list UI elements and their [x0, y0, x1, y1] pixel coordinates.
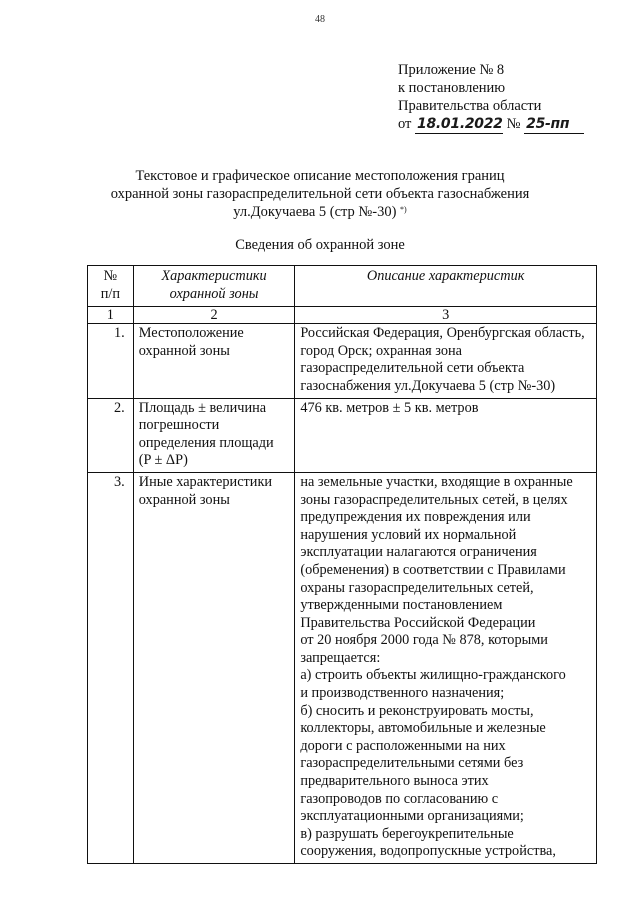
description-line: а) строить объекты жилищно-гражданского: [300, 667, 566, 684]
appendix-block: [398, 61, 584, 134]
description-line: газопроводов по согласованию с: [300, 790, 499, 807]
description-line: эксплуатации налагаются ограничения: [300, 544, 537, 561]
document-title: [60, 167, 580, 221]
description-line: от 20 ноября 2000 года № 878, которыми: [300, 632, 548, 649]
description-line: предупреждения их повреждения или: [300, 509, 531, 526]
description-line: сооружения, водопропускные устройства,: [300, 843, 556, 860]
title-line-1: Текстовое и графическое описание местоположения границ: [135, 168, 505, 184]
header-num-text: № п/п: [100, 268, 121, 302]
from-label: от: [398, 116, 412, 132]
index-cell-2: 2: [133, 307, 295, 324]
description-line: и производственного назначения;: [300, 685, 505, 702]
header-description: Описание характеристик: [295, 266, 597, 307]
description-line: эксплуатационными организациями;: [300, 808, 524, 825]
table-header-row: [88, 266, 597, 307]
row-description: Российская Федерация, Оренбургская область, город Орск; охранная зона газораспределительной сети объекта газоснабжения ул.Докучаева 5 (стр №-30): [295, 324, 597, 398]
row-characteristic: Площадь ± величина погрешности определения площади (P ± ΔP): [133, 398, 295, 472]
description-line: дороги с расположенными на них: [300, 737, 506, 754]
row-description: 476 кв. метров ± 5 кв. метров: [295, 398, 597, 472]
row-characteristic: Местоположение охранной зоны: [133, 324, 295, 398]
index-cell-3: 3: [295, 307, 597, 324]
description-line: газораспределительными сетями без: [300, 755, 524, 772]
description-line: зоны газораспределительных сетей, в целях: [300, 491, 568, 508]
description-line: б) сносить и реконструировать мосты,: [300, 702, 534, 719]
row-num: 1.: [88, 324, 134, 398]
description-line: запрещается:: [300, 649, 381, 666]
title-line-3-text: ул.Докучаева 5 (стр №-30): [233, 204, 397, 220]
description-line: в) разрушать берегоукрепительные: [300, 825, 514, 842]
index-cell-1: 1: [88, 307, 134, 324]
table-row: [88, 472, 597, 863]
footnote-mark: *): [400, 205, 407, 214]
description-line: охраны газораспределительных сетей,: [300, 579, 534, 596]
description-line: нарушения условий их нормальной: [300, 526, 517, 543]
appendix-line-1: Приложение № 8: [398, 62, 505, 78]
description-line: коллекторы, автомобильные и железные: [300, 720, 546, 737]
table-row: [88, 324, 597, 398]
description-line: утвержденными постановлением: [300, 597, 503, 614]
row-description-long: [295, 472, 597, 863]
title-line-2: охранной зоны газораспределительной сети объекта газоснабжения: [110, 186, 530, 202]
zone-info-table: [87, 265, 597, 864]
row-num: 2.: [88, 398, 134, 472]
appendix-line-3: Правительства области: [398, 98, 542, 114]
description-line: на земельные участки, входящие в охранные: [300, 473, 573, 490]
row-num: 3.: [88, 472, 134, 863]
table-index-row: [88, 307, 597, 324]
table-row: [88, 398, 597, 472]
header-characteristic: [133, 266, 295, 307]
description-line: предварительного выноса этих: [300, 773, 489, 790]
section-subtitle: Сведения об охранной зоне: [235, 237, 405, 253]
handwritten-date: 18.01.2022: [417, 116, 503, 132]
handwritten-number: 25-пп: [524, 115, 584, 134]
appendix-date-line: [398, 115, 584, 134]
header-num: [88, 266, 134, 307]
description-line: Правительства Российской Федерации: [300, 614, 536, 631]
appendix-line-2: к постановлению: [398, 80, 506, 96]
row-characteristic: Иные характеристики охранной зоны: [133, 472, 295, 863]
number-label: №: [506, 116, 521, 132]
description-line: (обременения) в соответствии с Правилами: [300, 561, 566, 578]
page-number: 48: [315, 14, 325, 25]
header-characteristic-text: Характеристики охранной зоны: [161, 268, 267, 302]
title-line-3: [60, 203, 580, 221]
